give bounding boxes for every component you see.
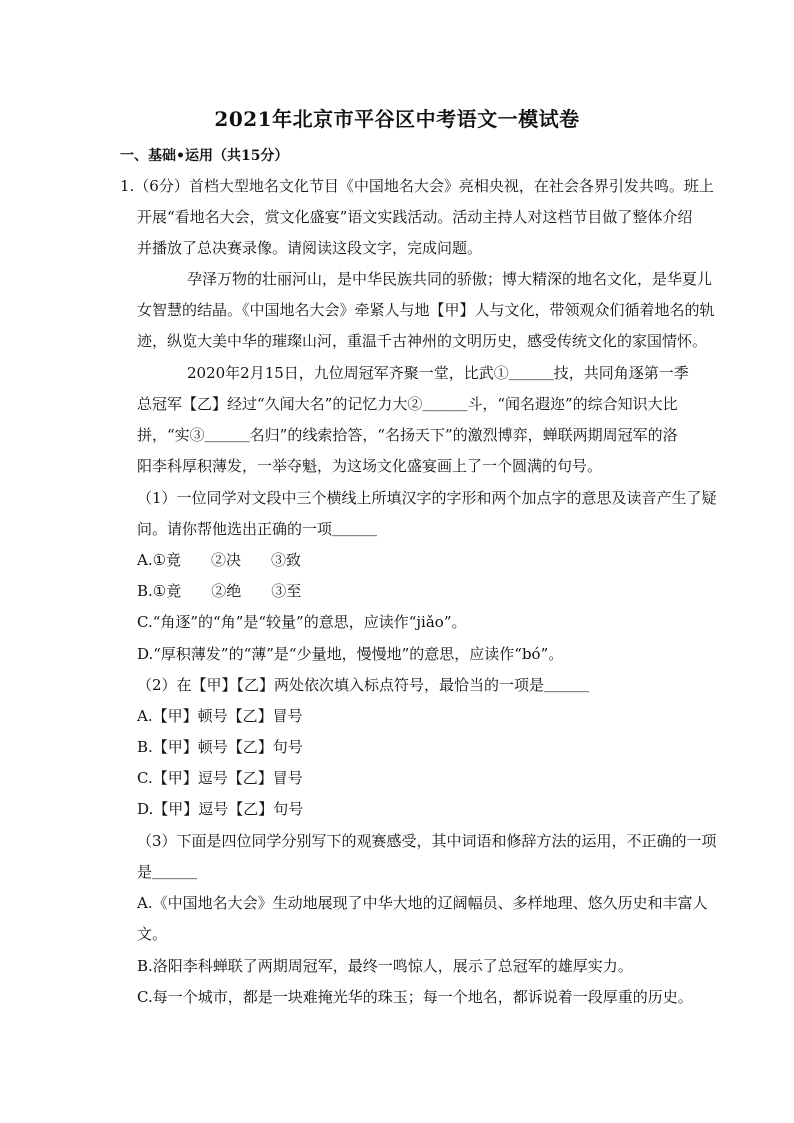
sub-question-3-option-a-line-2: 文。 <box>137 925 168 943</box>
passage-1-line-3: 迹，纵览大美中华的璀璨山河，重温千古神州的文明历史，感受传统文化的家国情怀。 <box>137 332 708 350</box>
passage-2-line-3: 拼，“实③＿＿＿名归”的线索拾答，“名扬天下”的激烈博弈，蝉联两期周冠军的洛 <box>137 426 678 444</box>
sub-question-3-option-a-line-1: A.《中国地名大会》生动地展现了中华大地的辽阔幅员、多样地理、悠久历史和丰富人 <box>137 894 708 912</box>
sub-question-3-option-b: B.洛阳李科蝉联了两期周冠军，最终一鸣惊人，展示了总冠军的雄厚实力。 <box>137 957 633 975</box>
question-1-stem-line-1: 1.（6分）首档大型地名文化节目《中国地名大会》亮相央视，在社会各界引发共鸣。班上 <box>120 177 714 195</box>
sub-question-1-line-1: （1）一位同学对文段中三个横线上所填汉字的字形和两个加点字的意思及读音产生了疑 <box>137 489 717 507</box>
sub-question-1-option-b: B.①竟 ②绝 ③至 <box>137 582 302 600</box>
sub-question-2-option-d: D.【甲】逗号【乙】句号 <box>137 800 304 818</box>
passage-2-line-4: 阳李科厚积薄发，一举夺魁，为这场文化盛宴画上了一个圆满的句号。 <box>137 457 603 475</box>
sub-question-3-line-1: （3）下面是四位同学分别写下的观赛感受，其中词语和修辞方法的运用，不正确的一项 <box>137 832 717 850</box>
passage-2-line-1: 2020年2月15日，九位周冠军齐聚一堂，比武①＿＿＿技，共同角逐第一季 <box>187 364 689 382</box>
sub-question-3-option-c: C.每一个城市，都是一块难掩光华的珠玉；每一个地名，都诉说着一段厚重的历史。 <box>137 988 693 1006</box>
sub-question-1-option-d: D.“厚积薄发”的“薄”是“少量地，慢慢地”的意思，应读作“bó”。 <box>137 645 564 663</box>
passage-1-line-2: 女智慧的结晶。《中国地名大会》牵紧人与地【甲】人与文化，带领观众们循着地名的轨 <box>137 301 715 319</box>
question-1-stem-line-2: 开展“看地名大会，赏文化盛宴”语文实践活动。活动主持人对这档节目做了整体介绍 <box>137 208 693 226</box>
sub-question-1-option-a: A.①竟 ②决 ③致 <box>137 551 302 569</box>
question-1-stem-line-3: 并播放了总决赛录像。请阅读这段文字，完成问题。 <box>137 239 483 257</box>
sub-question-1-option-c: C.“角逐”的“角”是“较量”的意思，应读作“jiǎo”。 <box>137 613 467 631</box>
sub-question-2-stem: （2）在【甲】【乙】两处依次填入标点符号，最恰当的一项是＿＿＿ <box>137 676 590 694</box>
sub-question-2-option-a: A.【甲】顿号【乙】冒号 <box>137 707 303 725</box>
exam-title: 2021年北京市平谷区中考语文一模试卷 <box>214 107 580 131</box>
passage-1-line-1: 孕泽万物的壮丽河山，是中华民族共同的骄傲；博大精深的地名文化，是华夏儿 <box>187 270 713 288</box>
section-heading: 一、基础•运用（共15分） <box>120 148 289 164</box>
sub-question-2-option-c: C.【甲】逗号【乙】冒号 <box>137 769 303 787</box>
passage-2-line-2: 总冠军【乙】经过“久闻大名”的记忆力大②＿＿＿斗，“闻名遐迩”的综合知识大比 <box>137 395 678 413</box>
sub-question-1-line-2: 问。请你帮他选出正确的一项＿＿＿ <box>137 520 378 538</box>
sub-question-2-option-b: B.【甲】顿号【乙】句号 <box>137 738 303 756</box>
sub-question-3-line-2: 是＿＿＿ <box>137 863 198 881</box>
